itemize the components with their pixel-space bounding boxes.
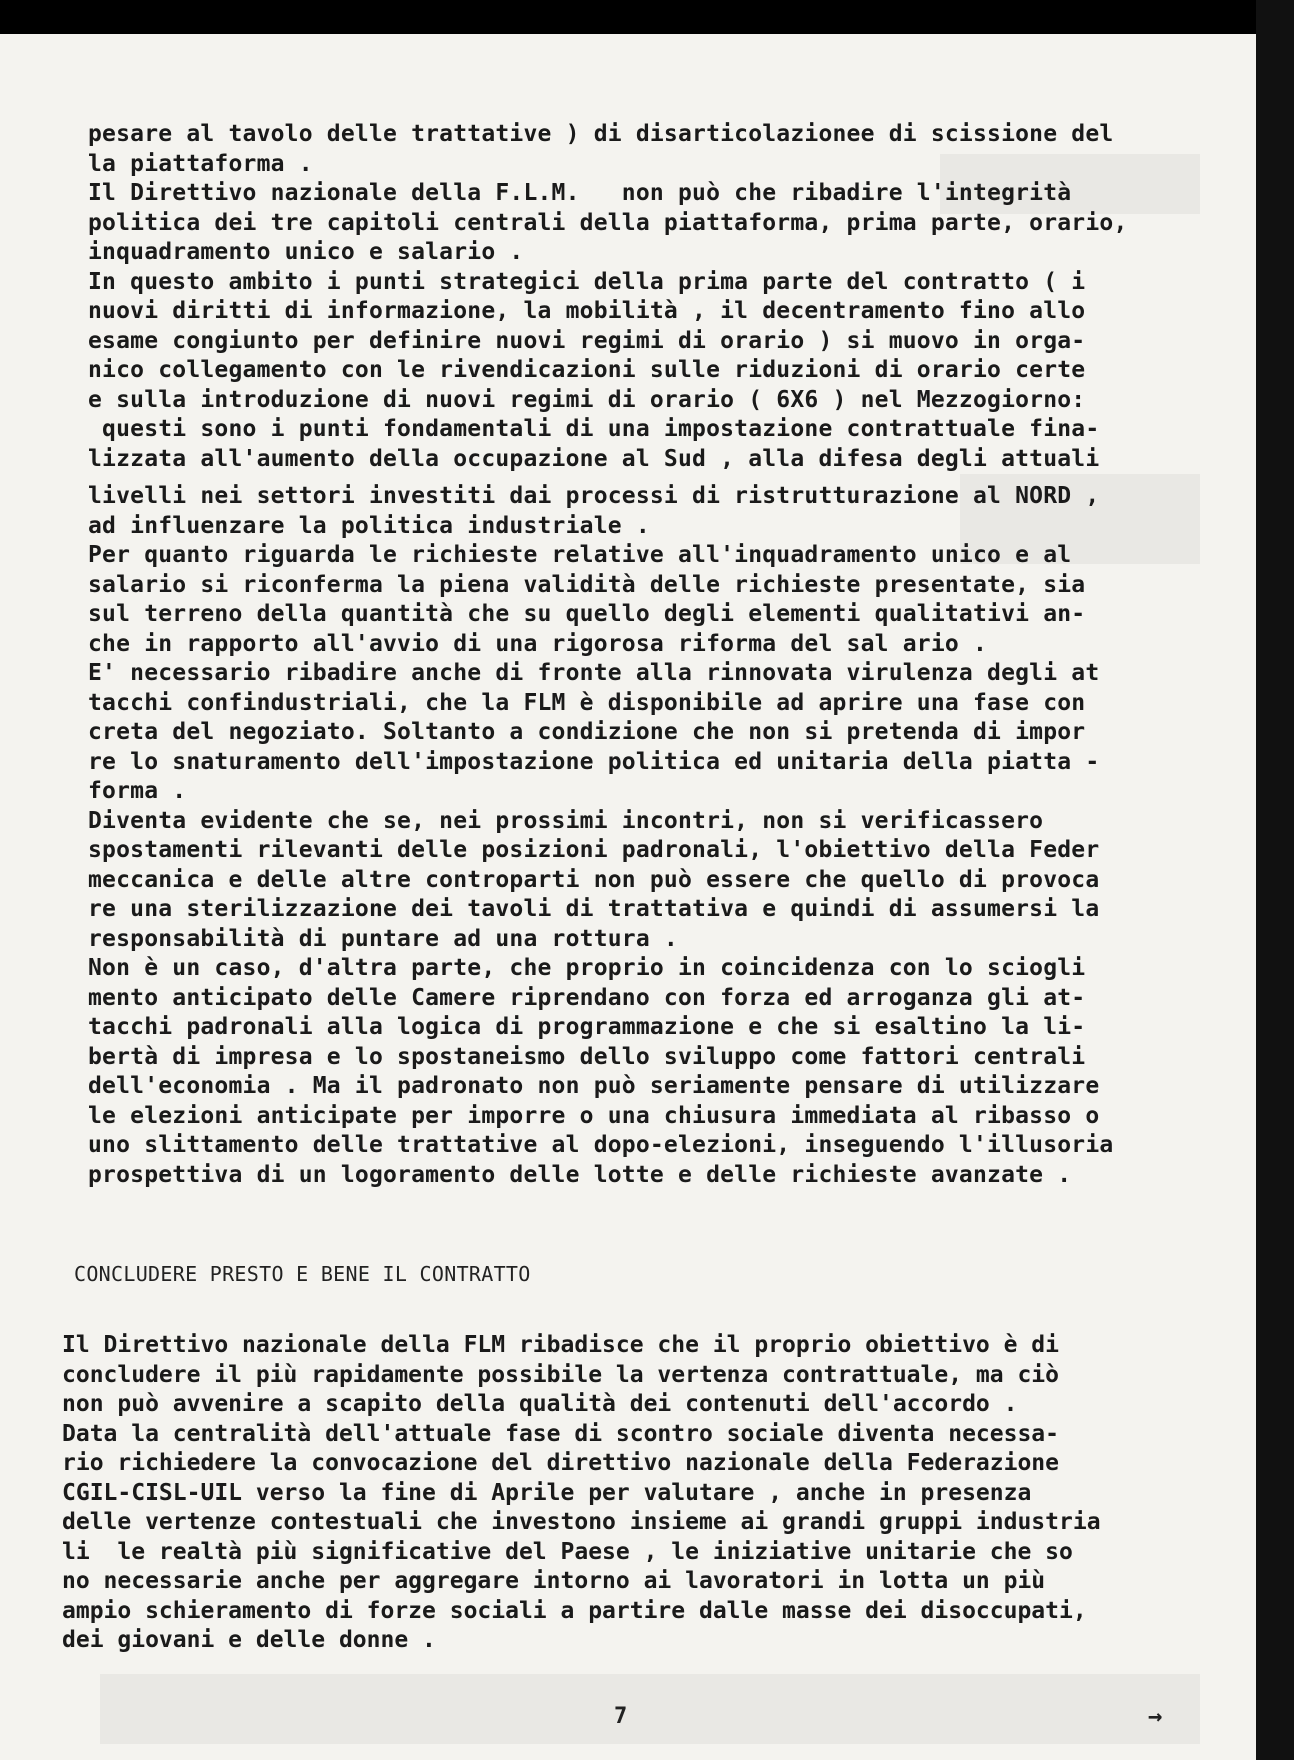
text-line: delle vertenze contestuali che investono insieme ai grandi gruppi industria xyxy=(62,1509,1101,1535)
text-line: lizzata all'aumento della occupazione al Sud , alla difesa degli attuali xyxy=(88,445,1100,472)
scan-edge xyxy=(1256,0,1294,1760)
text-line: re una sterilizzazione dei tavoli di trattativa e quindi di assumersi la xyxy=(88,896,1100,922)
text-line: In questo ambito i punti strategici della prima parte del contratto ( i xyxy=(88,268,1086,295)
text-line: politica dei tre capitoli centrali della piattaforma, prima parte, orario, xyxy=(88,209,1128,236)
text-line: Diventa evidente che se, nei prossimi incontri, non si verificassero xyxy=(88,807,1044,834)
text-line: rio richiedere la convocazione del direttivo nazionale della Federazione xyxy=(62,1450,1059,1476)
page-number: 7 xyxy=(614,1704,628,1729)
text-line: inquadramento unico e salario . xyxy=(88,239,524,265)
text-line: mento anticipato delle Camere riprendano con forza ed arroganza gli at- xyxy=(88,984,1086,1011)
text-line: bertà di impresa e lo spostaneismo dello sviluppo come fattori centrali xyxy=(88,1043,1086,1070)
document-page xyxy=(0,34,1256,1760)
continue-arrow-icon: → xyxy=(1148,1702,1163,1730)
text-line: tacchi padronali alla logica di programmazione e che si esaltino la li- xyxy=(88,1014,1086,1040)
text-line: no necessarie anche per aggregare intorno ai lavoratori in lotta un più xyxy=(62,1568,1046,1594)
text-line: questi sono i punti fondamentali di una impostazione contrattuale fina- xyxy=(88,416,1100,442)
text-line: non può avvenire a scapito della qualità dei contenuti dell'accordo . xyxy=(62,1391,1018,1417)
text-line: creta del negoziato. Soltanto a condizione che non si pretenda di impor xyxy=(88,719,1086,745)
text-line: che in rapporto all'avvio di una rigorosa riforma del sal ario . xyxy=(88,630,988,657)
text-line: ampio schieramento di forze sociali a partire dalle masse dei disoccupati, xyxy=(62,1597,1087,1624)
body-text xyxy=(88,120,1208,1190)
text-line: Data la centralità dell'attuale fase di scontro sociale diventa necessa- xyxy=(62,1420,1059,1447)
text-line: livelli nei settori investiti dai processi di ristrutturazione al NORD , xyxy=(88,483,1100,509)
text-line: meccanica e delle altre controparti non può essere che quello di provoca xyxy=(88,866,1100,893)
text-line: forma . xyxy=(88,778,187,804)
text-line: concludere il più rapidamente possibile la vertenza contrattuale, ma ciò xyxy=(62,1361,1059,1388)
text-line: re lo snaturamento dell'impostazione politica ed unitaria della piatta - xyxy=(88,748,1100,775)
text-line: spostamenti rilevanti delle posizioni padronali, l'obiettivo della Feder xyxy=(88,837,1100,863)
text-line: responsabilità di puntare ad una rottura . xyxy=(88,925,678,952)
section-text xyxy=(62,1331,1212,1656)
text-line: nuovi diritti di informazione, la mobilità , il decentramento fino allo xyxy=(88,298,1086,324)
text-line: e sulla introduzione di nuovi regimi di orario ( 6X6 ) nel Mezzogiorno: xyxy=(88,386,1086,413)
text-line: prospettiva di un logoramento delle lotte e delle richieste avanzate . xyxy=(88,1161,1072,1188)
line-gap xyxy=(88,474,1208,482)
text-line: ad influenzare la politica industriale . xyxy=(88,512,650,539)
text-line: Il Direttivo nazionale della FLM ribadisce che il proprio obiettivo è di xyxy=(62,1332,1059,1358)
text-line: Non è un caso, d'altra parte, che proprio in coincidenza con lo sciogli xyxy=(88,955,1086,981)
text-line: li le realtà più significative del Paese , le iniziative unitarie che so xyxy=(62,1538,1073,1565)
text-line: tacchi confindustriali, che la FLM è disponibile ad aprire una fase con xyxy=(88,689,1086,716)
text-line: nico collegamento con le rivendicazioni sulle riduzioni di orario certe xyxy=(88,357,1086,383)
section-heading: CONCLUDERE PRESTO E BENE IL CONTRATTO xyxy=(74,1262,531,1286)
text-line: E' necessario ribadire anche di fronte alla rinnovata virulenza degli at xyxy=(88,660,1100,686)
text-line: pesare al tavolo delle trattative ) di disarticolazionee di scissione del xyxy=(88,121,1114,147)
text-line: la piattaforma . xyxy=(88,150,313,177)
text-line: dei giovani e delle donne . xyxy=(62,1627,436,1653)
text-line: uno slittamento delle trattative al dopo-elezioni, inseguendo l'illusoria xyxy=(88,1132,1114,1158)
text-line: Il Direttivo nazionale della F.L.M. non può che ribadire l'integrità xyxy=(88,180,1072,206)
bleed-through-shade xyxy=(100,1674,1200,1744)
text-line: Per quanto riguarda le richieste relative all'inquadramento unico e al xyxy=(88,542,1072,568)
text-line: le elezioni anticipate per imporre o una chiusura immediata al ribasso o xyxy=(88,1102,1100,1129)
text-line: sul terreno della quantità che su quello degli elementi qualitativi an- xyxy=(88,601,1086,627)
text-line: dell'economia . Ma il padronato non può seriamente pensare di utilizzare xyxy=(88,1073,1100,1099)
text-line: CGIL-CISL-UIL verso la fine di Aprile per valutare , anche in presenza xyxy=(62,1479,1032,1506)
text-line: esame congiunto per definire nuovi regimi di orario ) si muovo in orga- xyxy=(88,327,1086,354)
text-line: salario si riconferma la piena validità delle richieste presentate, sia xyxy=(88,571,1086,598)
